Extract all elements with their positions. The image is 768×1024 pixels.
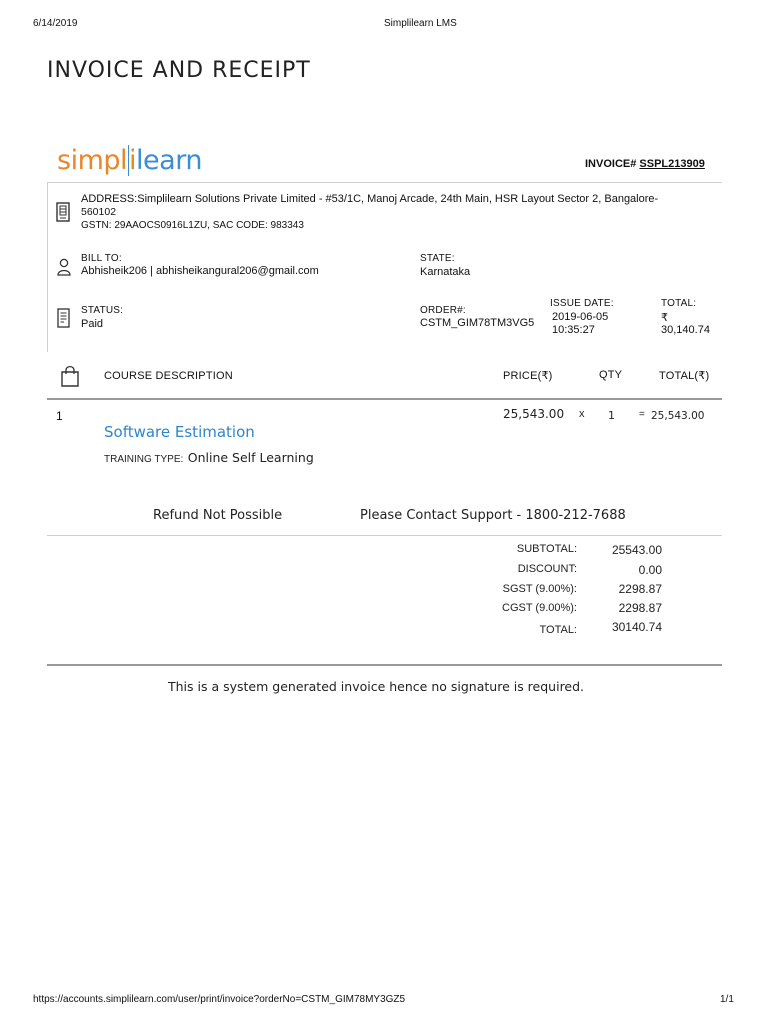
bill-to-label: BILL TO: (81, 253, 122, 264)
status-value: Paid (81, 318, 104, 330)
logo-text-simpl: simpl (57, 145, 128, 176)
column-header-price: PRICE(₹) (503, 370, 553, 382)
row-qty: 1 (608, 409, 615, 422)
print-date: 6/14/2019 (33, 18, 78, 29)
support-note: Please Contact Support - 1800-212-7688 (360, 508, 626, 523)
system-generated-note: This is a system generated invoice hence no signature is required. (168, 679, 585, 694)
row-equals-sign: = (639, 409, 645, 420)
print-page-count: 1/1 (720, 994, 734, 1005)
page-title: INVOICE AND RECEIPT (47, 58, 311, 83)
training-type-value: Online Self Learning (187, 450, 314, 465)
total-currency: ₹ (661, 312, 668, 324)
state-label: STATE: (420, 253, 455, 264)
totals-divider (47, 535, 722, 536)
issue-date-label: ISSUE DATE: (550, 298, 614, 309)
order-label: ORDER#: (420, 305, 466, 316)
logo-text-learn: learn (136, 145, 202, 176)
total-label: TOTAL: (661, 298, 697, 309)
row-total: 25,543.00 (651, 410, 705, 422)
gstn-text: GSTN: 29AAOCS0916L1ZU, SAC CODE: 983343 (81, 220, 304, 231)
row-times-sign: x (579, 408, 585, 420)
status-label: STATUS: (81, 305, 124, 316)
invoice-number-block (585, 158, 705, 170)
subtotal-label: SUBTOTAL: (516, 543, 577, 555)
grand-total-value: 30140.74 (611, 620, 662, 634)
cgst-label: CGST (9.00%): (502, 602, 577, 614)
discount-value: 0.00 (638, 563, 662, 577)
shopping-bag-icon (60, 365, 80, 387)
address-label: ADDRESS: (81, 193, 138, 205)
sgst-label: SGST (9.00%): (502, 583, 577, 595)
receipt-icon (57, 308, 70, 328)
grand-total-label: TOTAL: (539, 624, 577, 636)
footer-divider (47, 664, 722, 666)
cgst-value: 2298.87 (618, 601, 662, 615)
column-header-total: TOTAL(₹) (659, 370, 710, 382)
simplilearn-logo (57, 145, 202, 176)
subtotal-value: 25543.00 (611, 543, 662, 557)
row-index: 1 (56, 409, 63, 423)
print-page-title: Simplilearn LMS (384, 18, 457, 29)
address-line-2: 560102 (81, 206, 117, 218)
refund-note: Refund Not Possible (153, 508, 283, 523)
state-value: Karnataka (420, 266, 471, 278)
header-divider (47, 182, 722, 183)
sgst-value: 2298.87 (618, 582, 662, 596)
row-price: 25,543.00 (503, 407, 565, 421)
training-type (104, 449, 314, 467)
address-text: Simplilearn Solutions Private Limited - #53/1C, Manoj Arcade, 24th Main, HSR Layout Sector 2, Bangalore- (137, 193, 659, 205)
column-header-description: COURSE DESCRIPTION (104, 370, 233, 382)
print-url[interactable]: https://accounts.simplilearn.com/user/print/invoice?orderNo=CSTM_GIM78MY3GZ5 (33, 994, 406, 1005)
training-type-label: TRAINING TYPE: (104, 454, 184, 465)
invoice-label: INVOICE# (585, 158, 637, 170)
course-name[interactable]: Software Estimation (104, 423, 255, 441)
table-header-divider (47, 398, 722, 400)
left-vertical-rule (47, 182, 48, 352)
building-icon (56, 202, 70, 222)
address-line-1 (81, 193, 658, 205)
invoice-number: SSPL213909 (639, 158, 705, 170)
user-icon (57, 258, 71, 276)
bill-to-value: Abhisheik206 | abhisheikangural206@gmail.com (81, 265, 319, 277)
order-value: CSTM_GIM78TM3VG5 (420, 317, 535, 329)
total-value: 30,140.74 (661, 324, 710, 336)
issue-date-value: 2019-06-05 (552, 311, 609, 323)
column-header-qty: QTY (599, 369, 623, 381)
issue-time-value: 10:35:27 (552, 324, 595, 336)
discount-label: DISCOUNT: (517, 563, 577, 575)
logo-text-i: i (129, 145, 137, 176)
